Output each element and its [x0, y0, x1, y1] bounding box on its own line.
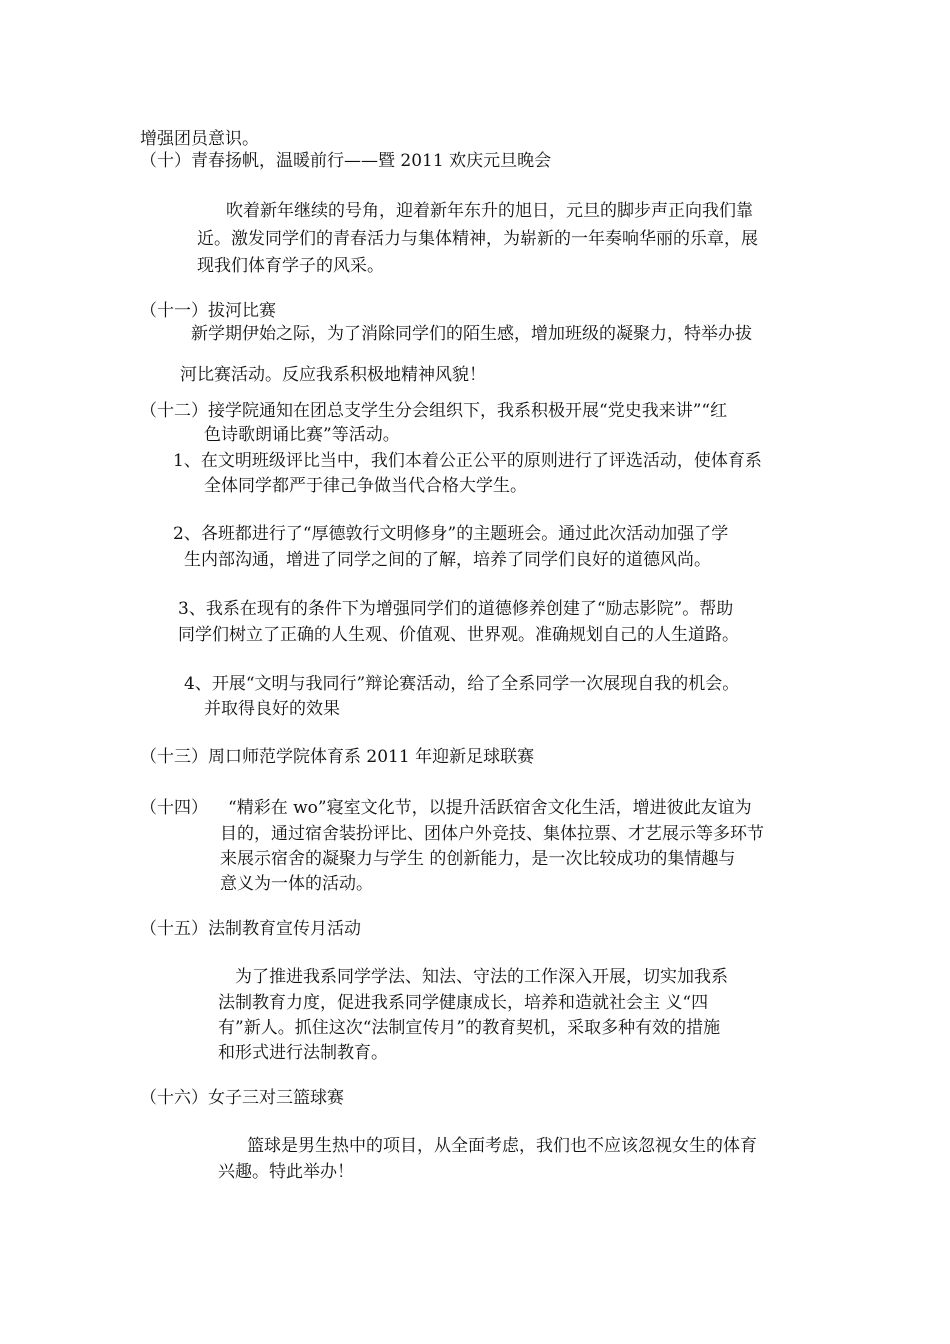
section-10-para-line: 吹着新年继续的号角，迎着新年东升的旭日，元旦的脚步声正向我们靠 [226, 201, 753, 221]
section-15-para-line: 和形式进行法制教育。 [218, 1043, 388, 1063]
section-11-para-line: 新学期伊始之际，为了消除同学们的陌生感，增加班级的凝聚力，特举办拔 [191, 324, 752, 344]
section-12-item-4: 4、开展“文明与我同行”辩论赛活动，给了全系同学一次展现自我的机会。 [184, 674, 740, 694]
section-12-item-1-cont: 全体同学都严于律己争做当代合格大学生。 [204, 476, 527, 496]
section-16-para-line: 篮球是男生热中的项目，从全面考虑，我们也不应该忽视女生的体育 [247, 1136, 757, 1156]
section-10-para-line: 现我们体育学子的风采。 [197, 256, 384, 276]
section-12-item-3: 3、我系在现有的条件下为增强同学们的道德修养创建了“励志影院”。帮助 [178, 599, 734, 619]
section-14-para-line: 目的，通过宿舍装扮评比、团体户外竞技、集体拉票、才艺展示等多环节 [220, 824, 764, 844]
section-14-para-line: 意义为一体的活动。 [220, 874, 373, 894]
section-15-title: （十五）法制教育宣传月活动 [140, 919, 361, 939]
section-10-title: （十）青春扬帆，温暖前行——暨 2011 欢庆元旦晚会 [140, 151, 552, 171]
section-14-para-line: 来展示宿舍的凝聚力与学生 的创新能力，是一次比较成功的集情趣与 [220, 849, 736, 869]
section-14-title: （十四） [140, 798, 208, 818]
intro-line: 增强团员意识。 [140, 129, 259, 149]
section-15-para-line: 为了推进我系同学学法、知法、守法的工作深入开展，切实加我系 [235, 967, 728, 987]
section-16-para-line: 兴趣。特此举办！ [218, 1162, 354, 1182]
section-16-title: （十六）女子三对三篮球赛 [140, 1088, 344, 1108]
section-12-title: （十二）接学院通知在团总支学生分会组织下，我系积极开展“党史我来讲”“红 [140, 401, 728, 421]
section-12-item-2-cont: 生内部沟通，增进了同学之间的了解，培养了同学们良好的道德风尚。 [184, 550, 711, 570]
section-14-para-line: “精彩在 wo”寝室文化节，以提升活跃宿舍文化生活，增进彼此友谊为 [228, 798, 752, 818]
section-15-para-line: 有”新人。抓住这次“法制宣传月”的教育契机，采取多种有效的措施 [218, 1018, 721, 1038]
section-11-para-line: 河比赛活动。反应我系积极地精神风貌！ [180, 365, 486, 385]
section-12-item-4-cont: 并取得良好的效果 [204, 699, 340, 719]
section-11-title: （十一）拔河比赛 [140, 301, 276, 321]
section-15-para-line: 法制教育力度，促进我系同学健康成长，培养和造就社会主 义“四 [218, 993, 709, 1013]
section-10-para-line: 近。激发同学们的青春活力与集体精神，为崭新的一年奏响华丽的乐章，展 [197, 229, 758, 249]
section-12-title-cont: 色诗歌朗诵比赛”等活动。 [204, 425, 400, 445]
section-12-item-1: 1、在文明班级评比当中，我们本着公正公平的原则进行了评选活动，使体育系 [173, 451, 762, 471]
section-12-item-2: 2、各班都进行了“厚德敦行文明修身”的主题班会。通过此次活动加强了学 [173, 524, 729, 544]
section-12-item-3-cont: 同学们树立了正确的人生观、价值观、世界观。准确规划自己的人生道路。 [178, 625, 739, 645]
section-13-title: （十三）周口师范学院体育系 2011 年迎新足球联赛 [140, 747, 535, 767]
